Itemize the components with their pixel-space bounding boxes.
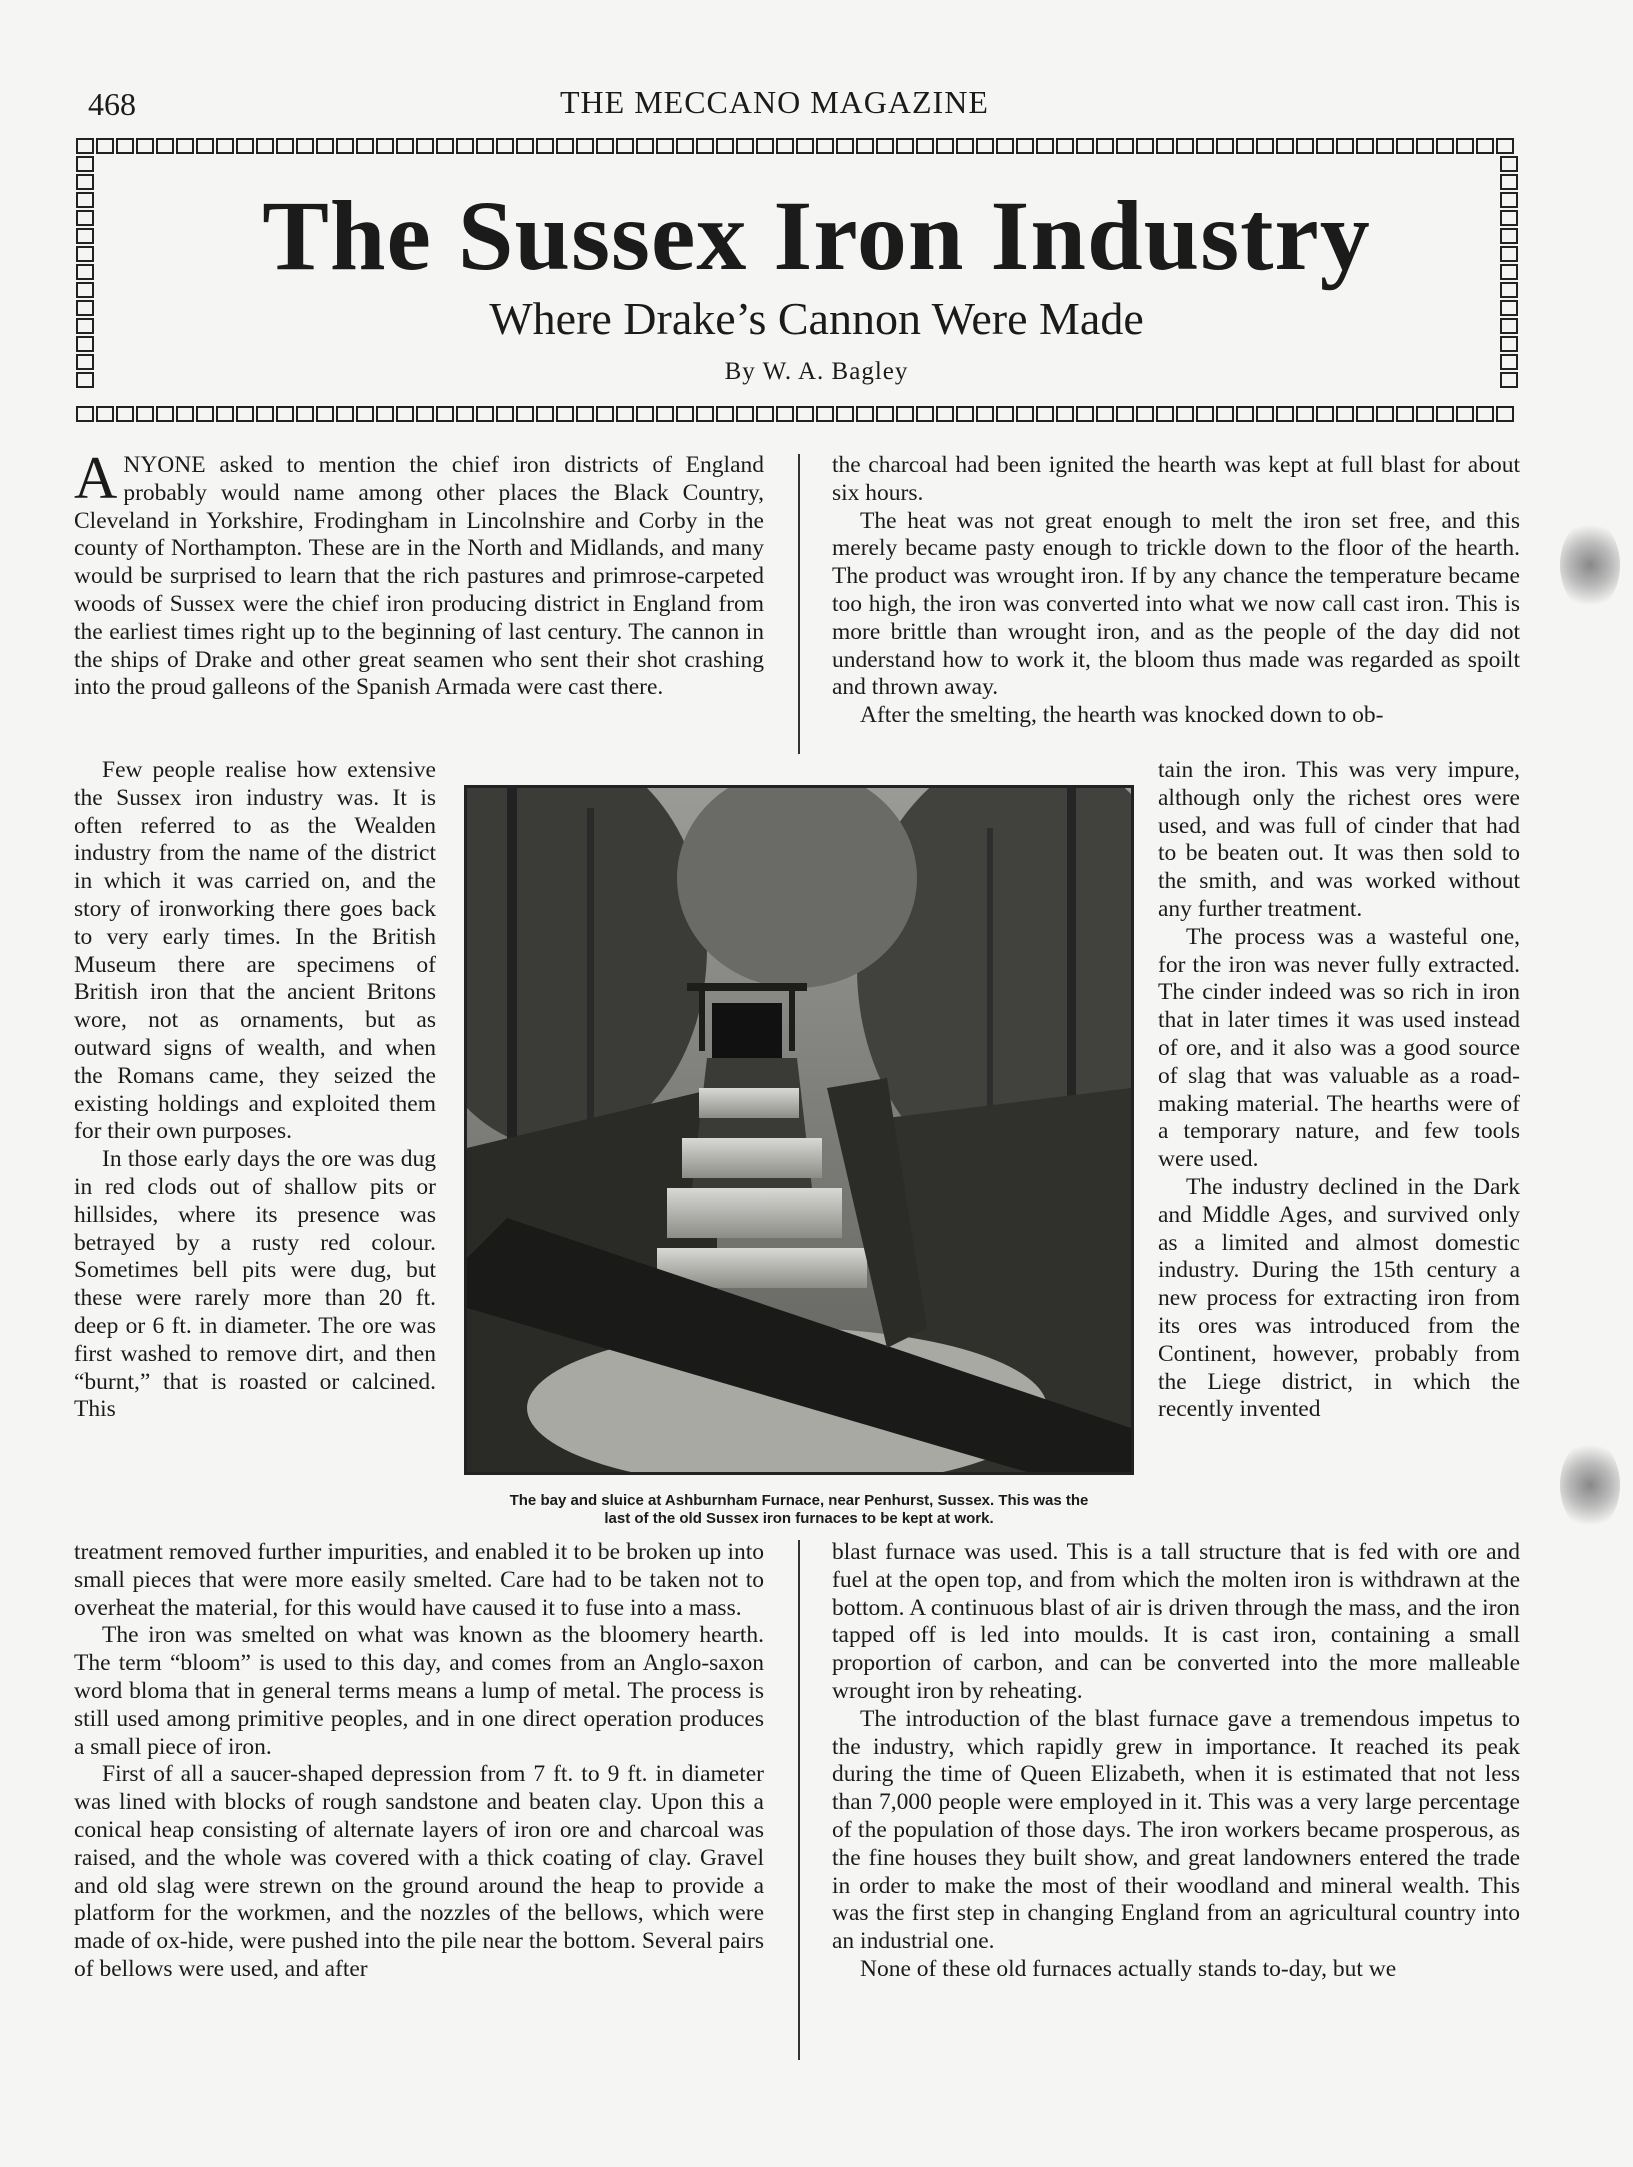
border-box <box>496 138 514 154</box>
border-box <box>1316 406 1334 422</box>
paragraph: the charcoal had been ignited the hearth was kept at full blast for about six hours. <box>832 452 1520 506</box>
border-box <box>616 138 634 154</box>
border-box <box>1296 406 1314 422</box>
border-box <box>676 406 694 422</box>
border-box <box>516 138 534 154</box>
border-box <box>76 156 94 172</box>
border-box <box>1196 406 1214 422</box>
border-box <box>1376 406 1394 422</box>
article-subtitle: Where Drake’s Cannon Were Made <box>489 293 1144 344</box>
border-box <box>436 138 454 154</box>
paragraph: None of these old furnaces actually stands to-day, but we <box>860 1955 1397 1982</box>
border-box <box>1456 406 1474 422</box>
border-box <box>176 406 194 422</box>
photo-caption: The bay and sluice at Ashburnham Furnace, near Penhurst, Sussex. This was the last of the old Sussex iron furnaces to be kept at work. <box>509 1492 1089 1527</box>
paragraph: First of all a saucer-shaped depression from 7 ft. to 9 ft. in diameter was lined with blocks of rough sandstone and beaten clay. Upon this a conical heap consisting of alternate layers of iron ore and charcoal was raised, and the whole was covered with a thick coating of clay. Gravel and old slag were strewn on the ground around the heap to provide a platform for the workmen, and the nozzles of the bellows, which were made of ox-hide, were pushed into the pile near the bottom. Several pairs of bellows were used, and after <box>74 1761 764 1982</box>
border-box <box>176 138 194 154</box>
border-box <box>1316 138 1334 154</box>
border-box <box>636 406 654 422</box>
border-box <box>1296 138 1314 154</box>
border-box <box>296 406 314 422</box>
border-box <box>1056 138 1074 154</box>
border-box <box>1336 138 1354 154</box>
border-box <box>116 138 134 154</box>
border-box <box>136 406 154 422</box>
border-box <box>596 138 614 154</box>
border-box <box>276 406 294 422</box>
magazine-title: THE MECCANO MAGAZINE <box>560 84 989 120</box>
border-box <box>376 406 394 422</box>
left-column-top <box>74 445 764 702</box>
paragraph: The process was a wasteful one, for the iron was never fully extracted. The cinder indeed was so rich in iron that in later times it was used instead of ore, and it also was a good source of slag that was valuable as a road-making material. The hearths were of a temporary nature, and few tools were used. <box>1158 923 1520 1173</box>
border-box <box>1336 406 1354 422</box>
border-box <box>836 406 854 422</box>
border-box <box>296 138 314 154</box>
border-box <box>456 138 474 154</box>
border-box <box>1076 406 1094 422</box>
border-box <box>356 138 374 154</box>
border-box <box>1236 138 1254 154</box>
border-box <box>1256 406 1274 422</box>
border-box <box>896 406 914 422</box>
border-box <box>536 406 554 422</box>
border-box <box>96 138 114 154</box>
border-box <box>1256 138 1274 154</box>
border-box <box>1436 406 1454 422</box>
paragraph: blast furnace was used. This is a tall structure that is fed with ore and fuel at the open top, and from which the molten iron is withdrawn at the bottom. A continuous blast of air is driven through the mass, and the iron tapped off is led into moulds. It is cast iron, containing a small proportion of carbon, and can be converted into the more malleable wrought iron by reheating. <box>832 1539 1520 1704</box>
border-box <box>1376 138 1394 154</box>
border-box <box>836 138 854 154</box>
border-box <box>816 406 834 422</box>
border-box <box>776 138 794 154</box>
border-box <box>396 406 414 422</box>
left-column-bottom <box>74 1539 764 1984</box>
border-box <box>1096 138 1114 154</box>
border-box <box>1016 138 1034 154</box>
border-box <box>636 138 654 154</box>
paragraph: The heat was not great enough to melt the iron set free, and this merely became pasty enough to trickle down to the floor of the hearth. The product was wrought iron. If by any chance the temperature became too high, the iron was converted into what we now call cast iron. This is more brittle than wrought iron, and as the people of the day did not understand how to work it, the bloom thus made was regarded as spoilt and thrown away. <box>832 507 1520 701</box>
border-box <box>916 138 934 154</box>
border-box <box>1076 138 1094 154</box>
border-box <box>756 138 774 154</box>
border-box <box>956 138 974 154</box>
paragraph: tain the iron. This was very impure, although only the richest ores were used, and was full of cinder that had to be beaten out. It was then sold to the smith, and was worked without any further treatment. <box>1158 757 1520 922</box>
paragraph: ANYONE asked to mention the chief iron districts of England probably would name among other places the Black Country, Cleveland in Yorkshire, Frodingham in Lincolnshire and Corby in the county of Northampton. These are in the North and Midlands, and many would be surprised to learn that the rich pastures and primrose-carpeted woods of Sussex were the chief iron producing district in England from the earliest times right up to the beginning of last century. The cannon in the ships of Drake and other great seamen who sent their shot crashing into the proud galleons of the Spanish Armada were cast there. <box>74 445 764 701</box>
border-box <box>416 138 434 154</box>
border-box <box>1436 138 1454 154</box>
border-box <box>796 138 814 154</box>
border-box <box>1136 406 1154 422</box>
border-box <box>656 138 674 154</box>
border-box <box>1196 138 1214 154</box>
border-box <box>956 406 974 422</box>
paragraph: In those early days the ore was dug in red clods out of shallow pits or hillsides, where its presence was betrayed by a rusty red colour. Sometimes bell pits were dug, but these were rarely more than 20 ft. deep or 6 ft. in diameter. The ore was first washed to remove dirt, and then “burnt,” that is roasted or calcined. This <box>74 1146 436 1423</box>
border-box <box>1276 138 1294 154</box>
border-box <box>336 406 354 422</box>
border-box <box>1476 406 1494 422</box>
border-box <box>276 138 294 154</box>
border-box <box>1356 138 1374 154</box>
border-box <box>316 138 334 154</box>
border-box <box>1276 406 1294 422</box>
border-box <box>1116 406 1134 422</box>
border-box <box>1356 406 1374 422</box>
border-box <box>716 406 734 422</box>
border-box <box>476 138 494 154</box>
border-box <box>1500 156 1518 172</box>
border-box <box>216 406 234 422</box>
border-box <box>656 406 674 422</box>
border-box <box>1036 138 1054 154</box>
border-box <box>856 406 874 422</box>
border-box <box>456 406 474 422</box>
drop-cap: A <box>74 445 118 511</box>
paragraph: The industry declined in the Dark and Middle Ages, and survived only as a limited and almost domestic industry. During the 15th century a new process for extracting iron from its ores was introduced from the Continent, however, probably from the Liege district, in which the recently invented <box>1158 1173 1520 1423</box>
border-box <box>736 138 754 154</box>
border-box <box>1096 406 1114 422</box>
border-box <box>536 138 554 154</box>
border-box <box>1176 406 1194 422</box>
border-box <box>856 138 874 154</box>
border-box <box>696 406 714 422</box>
border-box <box>196 406 214 422</box>
border-box <box>1416 406 1434 422</box>
column-rule-bottom <box>798 1540 800 2060</box>
border-box <box>616 406 634 422</box>
border-box <box>776 406 794 422</box>
border-box <box>596 406 614 422</box>
paragraph: The introduction of the blast furnace gave a tremendous impetus to the industry, which rapidly grew in importance. It reached its peak during the time of Queen Elizabeth, when it is estimated that not less than 7,000 people were employed in it. This was a very large percentage of the population of those days. The iron workers became prosperous, as the fine houses they built show, and great landowners entered the trade in order to make the most of their woodland and mineral wealth. This was the first step in changing England from an agricultural country into an industrial one. <box>832 1705 1520 1955</box>
border-box <box>1456 138 1474 154</box>
border-box <box>1476 138 1494 154</box>
border-box <box>376 138 394 154</box>
border-box <box>356 406 374 422</box>
border-box <box>1396 406 1414 422</box>
waterfall-photo <box>464 785 1134 1475</box>
border-box <box>196 138 214 154</box>
border-box <box>1216 138 1234 154</box>
border-box <box>236 138 254 154</box>
border-box <box>1496 138 1514 154</box>
border-box <box>1216 406 1234 422</box>
right-column-narrow <box>1158 757 1520 1424</box>
border-box <box>996 138 1014 154</box>
border-box <box>1156 138 1174 154</box>
border-box <box>336 138 354 154</box>
paragraph: Few people realise how extensive the Sussex iron industry was. It is often referred to as the Wealden industry from the name of the district in which it was carried on, and the story of ironworking there goes back to very early times. In the British Museum there are specimens of British iron that the ancient Britons wore, not as ornaments, but as outward signs of wealth, and when the Romans came, they seized the existing holdings and exploited them for their own purposes. <box>74 757 436 1145</box>
border-box <box>1036 406 1054 422</box>
border-box <box>1176 138 1194 154</box>
border-box <box>416 406 434 422</box>
border-box <box>876 406 894 422</box>
border-box <box>76 138 94 154</box>
border-box <box>556 138 574 154</box>
border-box <box>1016 406 1034 422</box>
border-box <box>116 406 134 422</box>
border-box <box>876 138 894 154</box>
border-box <box>496 406 514 422</box>
border-box <box>156 138 174 154</box>
article-title: The Sussex Iron Industry <box>262 180 1371 291</box>
border-box <box>1396 138 1414 154</box>
page-number: 468 <box>88 86 136 122</box>
border-box <box>896 138 914 154</box>
border-box <box>696 138 714 154</box>
border-box <box>1116 138 1134 154</box>
border-box <box>396 138 414 154</box>
border-box <box>436 406 454 422</box>
border-box <box>556 406 574 422</box>
border-box <box>1156 406 1174 422</box>
waterfall-photo-graphic <box>467 788 1131 1472</box>
border-box <box>816 138 834 154</box>
paragraph: treatment removed further impurities, and enabled it to be broken up into small pieces that were more easily smelted. Care had to be taken not to overheat the material, for this would have caused it to fuse into a mass. <box>74 1539 764 1621</box>
scan-blemish <box>1560 520 1620 610</box>
border-box <box>936 138 954 154</box>
border-box <box>996 406 1014 422</box>
border-box <box>676 138 694 154</box>
border-box <box>1416 138 1434 154</box>
paragraph: The iron was smelted on what was known as the bloomery hearth. The term “bloom” is used to this day, and comes from an Anglo-saxon word bloma that in general terms means a lump of metal. The process is still used among primitive peoples, and in one direct operation produces a small piece of iron. <box>74 1622 764 1760</box>
border-box <box>516 406 534 422</box>
border-box <box>136 138 154 154</box>
border-box <box>76 406 94 422</box>
border-box <box>576 138 594 154</box>
border-box <box>256 138 274 154</box>
border-box <box>576 406 594 422</box>
border-box <box>976 406 994 422</box>
left-column-narrow <box>74 757 436 1424</box>
border-box <box>916 406 934 422</box>
border-box <box>256 406 274 422</box>
border-box <box>716 138 734 154</box>
border-box <box>216 138 234 154</box>
paragraph: After the smelting, the hearth was knocked down to ob- <box>860 702 1384 729</box>
border-box <box>96 406 114 422</box>
border-box <box>936 406 954 422</box>
border-box <box>1236 406 1254 422</box>
border-box <box>756 406 774 422</box>
border-box <box>796 406 814 422</box>
column-rule-top <box>798 454 800 754</box>
border-box <box>1496 406 1514 422</box>
border-box <box>1056 406 1074 422</box>
right-column-top <box>832 452 1520 730</box>
border-box <box>316 406 334 422</box>
border-box <box>976 138 994 154</box>
scan-blemish <box>1560 1440 1620 1530</box>
right-column-bottom <box>832 1539 1520 1984</box>
border-box <box>236 406 254 422</box>
border-box <box>1136 138 1154 154</box>
border-box <box>476 406 494 422</box>
border-box <box>156 406 174 422</box>
article-byline: By W. A. Bagley <box>724 358 909 385</box>
border-box <box>736 406 754 422</box>
